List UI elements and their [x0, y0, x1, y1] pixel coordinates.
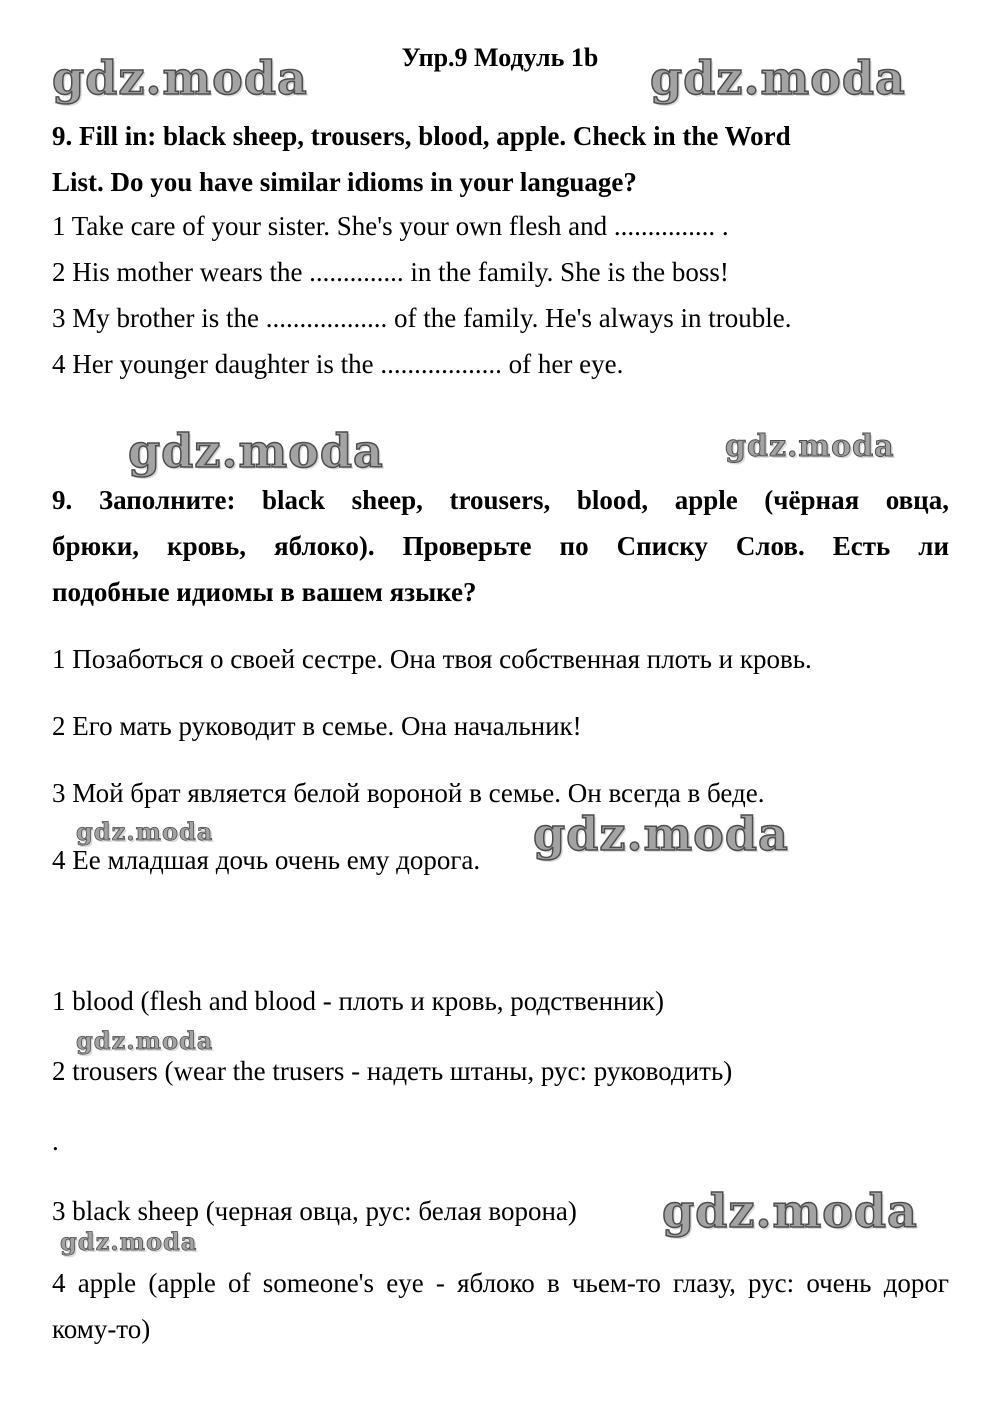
- page-title: Упр.9 Модуль 1b: [401, 43, 599, 72]
- watermark-logo: gdz.moda: [662, 1184, 918, 1238]
- task-ru-item-1: 1 Позаботься о своей сестре. Она твоя собственная плоть и кровь.: [52, 644, 812, 674]
- task-en-heading-line-1: 9. Fill in: black sheep, trousers, blood, apple. Check in the Word: [52, 121, 791, 151]
- answer-dot: .: [52, 1126, 59, 1156]
- watermark-logo: gdz.moda: [725, 429, 895, 464]
- task-ru-item-3: 3 Мой брат является белой вороной в семье. Он всегда в беде.: [52, 778, 765, 808]
- watermark-logo: gdz.moda: [650, 51, 906, 105]
- task-en-item-2: 2 His mother wears the .............. in the family. She is the boss!: [52, 257, 729, 287]
- task-ru-heading-line-2: брюки, кровь, яблоко). Проверьте по Списку Слов. Есть ли: [52, 531, 949, 561]
- watermark-logo: gdz.moda: [60, 1227, 198, 1256]
- watermark-logo: gdz.moda: [52, 51, 308, 105]
- task-en-item-4: 4 Her younger daughter is the .................. of her eye.: [52, 349, 624, 379]
- watermark-logo: gdz.moda: [128, 424, 384, 478]
- task-ru-heading-line-1: 9. Заполните: black sheep, trousers, blood, apple (чёрная овца,: [52, 485, 949, 515]
- task-en-item-1: 1 Take care of your sister. She's your own flesh and ............... .: [52, 211, 729, 241]
- watermark-logo: gdz.moda: [76, 817, 214, 846]
- task-ru-item-4: 4 Ее младшая дочь очень ему дорога.: [52, 845, 481, 875]
- answer-2: 2 trousers (wear the trusers - надеть штаны, рус: руководить): [52, 1056, 733, 1086]
- task-ru-heading-line-3: подобные идиомы в вашем языке?: [52, 577, 477, 607]
- task-en-item-3: 3 My brother is the .................. of the family. He's always in trouble.: [52, 303, 792, 333]
- watermark-logo: gdz.moda: [533, 807, 789, 861]
- answer-1: 1 blood (flesh and blood - плоть и кровь, родственник): [52, 986, 665, 1016]
- task-en-heading-line-2: List. Do you have similar idioms in your language?: [52, 167, 637, 197]
- task-ru-item-2: 2 Его мать руководит в семье. Она начальник!: [52, 711, 582, 741]
- watermark-logo: gdz.moda: [76, 1026, 214, 1055]
- answer-4: 4 apple (apple of someone's eye - яблоко в чьем-то глазу, рус: очень дорог кому-то): [52, 1268, 949, 1344]
- answer-3: 3 black sheep (черная овца, рус: белая ворона): [52, 1196, 577, 1226]
